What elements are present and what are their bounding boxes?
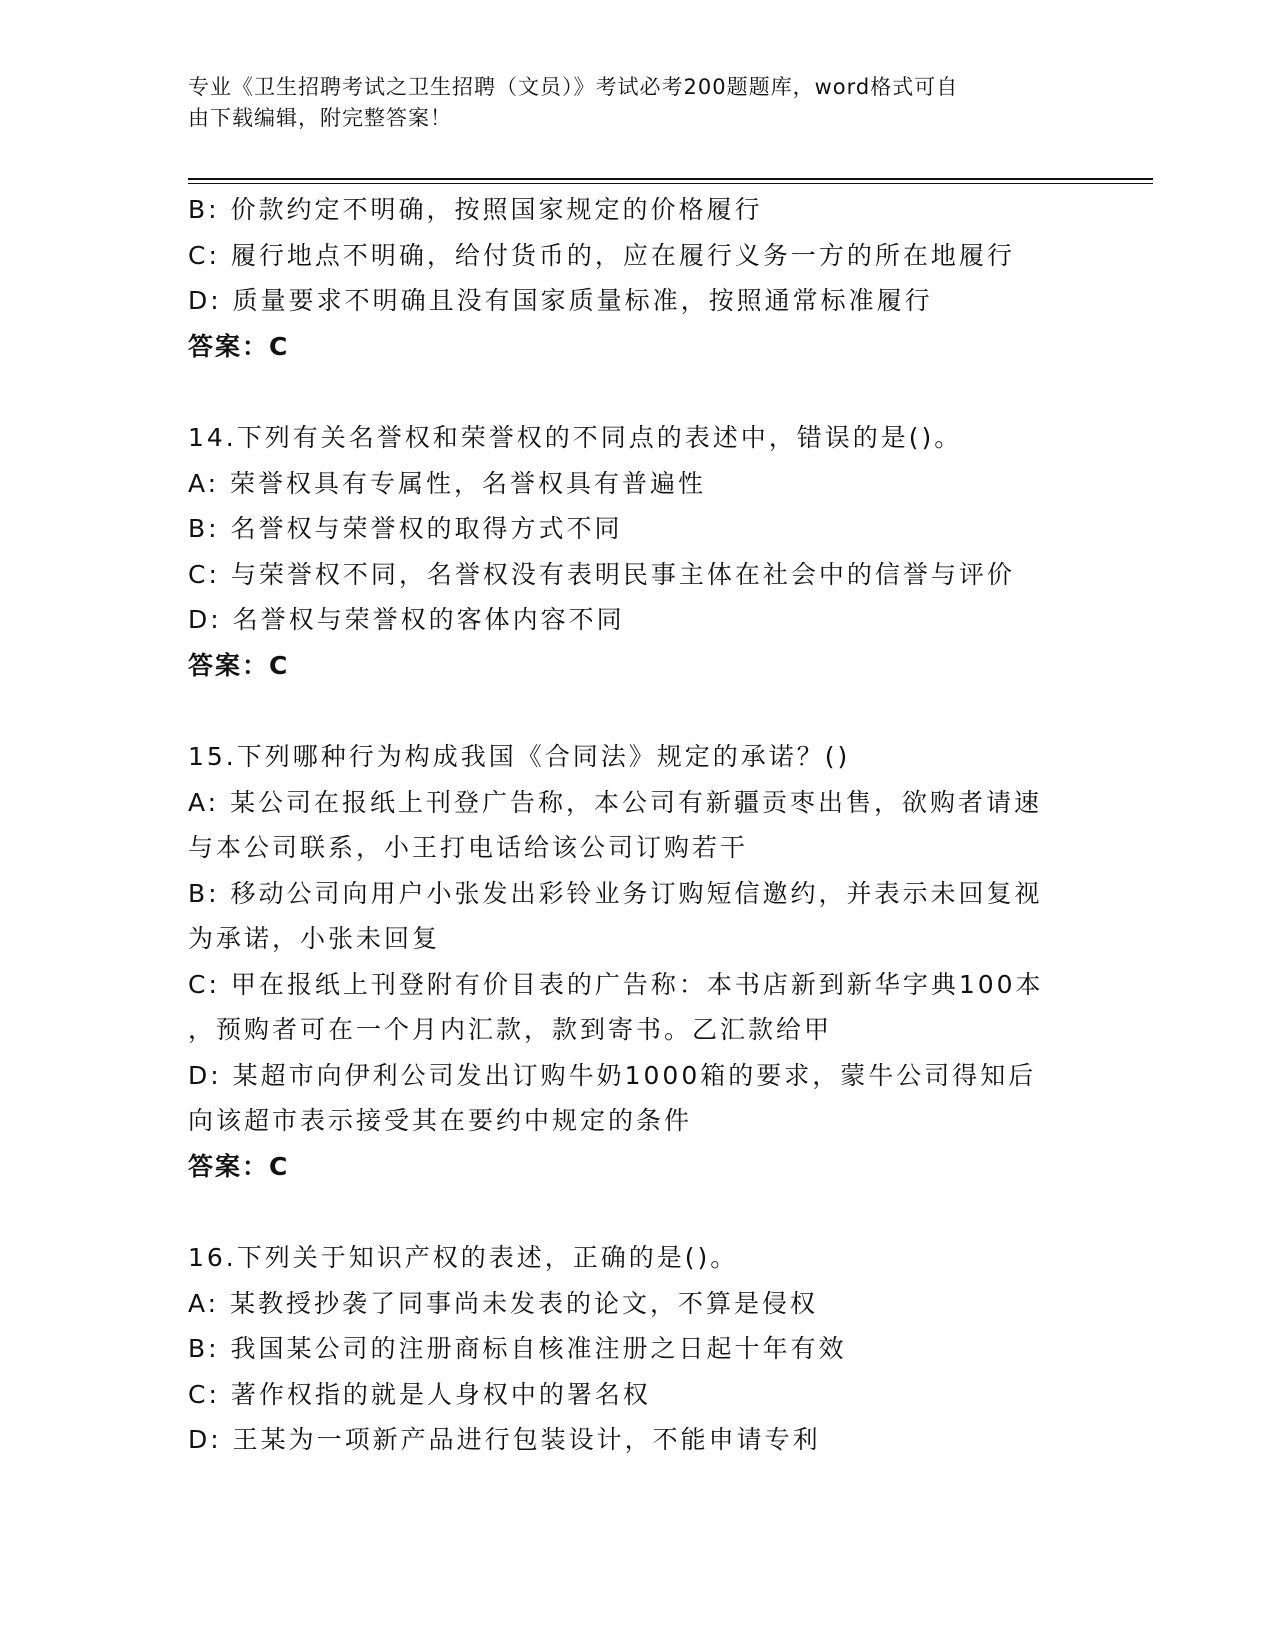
spacer bbox=[188, 369, 1088, 415]
question-stem: 15.下列哪种行为构成我国《合同法》规定的承诺？() bbox=[188, 742, 851, 771]
question-stem: 14.下列有关名誉权和荣誉权的不同点的表述中，错误的是()。 bbox=[188, 423, 963, 452]
answer-line: 答案：C bbox=[188, 1151, 290, 1181]
option-b: B: 名誉权与荣誉权的取得方式不同 bbox=[188, 514, 623, 543]
answer-line: 答案：C bbox=[188, 650, 290, 680]
spacer bbox=[188, 688, 1088, 734]
option-c-line-2: ，预购者可在一个月内汇款，款到寄书。乙汇款给甲 bbox=[188, 1015, 833, 1044]
answer-line: 答案：C bbox=[188, 331, 290, 361]
option-c: C: 与荣誉权不同，名誉权没有表明民事主体在社会中的信誉与评价 bbox=[188, 559, 1015, 589]
option-d: D: 名誉权与荣誉权的客体内容不同 bbox=[188, 605, 625, 634]
question-stem: 16.下列关于知识产权的表述，正确的是()。 bbox=[188, 1243, 739, 1272]
question-13-continued bbox=[188, 187, 1088, 369]
option-d-line-1: D: 某超市向伊利公司发出订购牛奶1000箱的要求，蒙牛公司得知后 bbox=[188, 1060, 1037, 1090]
question-15 bbox=[188, 734, 1088, 1189]
option-d-line-2: 向该超市表示接受其在要约中规定的条件 bbox=[188, 1106, 693, 1135]
option-c: C: 履行地点不明确，给付货币的，应在履行义务一方的所在地履行 bbox=[188, 240, 1015, 270]
header-line-2: 由下载编辑，附完整答案！ bbox=[188, 106, 452, 130]
option-b: B: 我国某公司的注册商标自核准注册之日起十年有效 bbox=[188, 1334, 847, 1363]
option-d: D: 质量要求不明确且没有国家质量标准，按照通常标准履行 bbox=[188, 286, 933, 315]
option-a: A: 某教授抄袭了同事尚未发表的论文，不算是侵权 bbox=[188, 1288, 819, 1318]
question-16 bbox=[188, 1235, 1088, 1463]
option-c: C: 著作权指的就是人身权中的署名权 bbox=[188, 1379, 651, 1409]
spacer bbox=[188, 1189, 1088, 1235]
option-a-line-2: 与本公司联系，小王打电话给该公司订购若干 bbox=[188, 833, 749, 862]
option-a-line-1: A: 某公司在报纸上刊登广告称，本公司有新疆贡枣出售，欲购者请速 bbox=[188, 787, 1043, 817]
document-body bbox=[188, 187, 1088, 1463]
option-d: D: 王某为一项新产品进行包装设计，不能申请专利 bbox=[188, 1425, 821, 1454]
option-b-line-2: 为承诺，小张未回复 bbox=[188, 924, 441, 953]
document-header bbox=[188, 72, 1088, 134]
question-14 bbox=[188, 415, 1088, 688]
header-line-1: 专业《卫生招聘考试之卫生招聘（文员）》考试必考200题题库，word格式可自 bbox=[188, 75, 959, 99]
option-c-line-1: C: 甲在报纸上刊登附有价目表的广告称：本书店新到新华字典100本 bbox=[188, 969, 1044, 999]
header-rule-thick bbox=[188, 178, 1153, 180]
option-b: B: 价款约定不明确，按照国家规定的价格履行 bbox=[188, 195, 763, 224]
option-a: A: 荣誉权具有专属性，名誉权具有普遍性 bbox=[188, 468, 707, 498]
header-rule-thin bbox=[188, 183, 1153, 184]
option-b-line-1: B: 移动公司向用户小张发出彩铃业务订购短信邀约，并表示未回复视 bbox=[188, 878, 1043, 908]
